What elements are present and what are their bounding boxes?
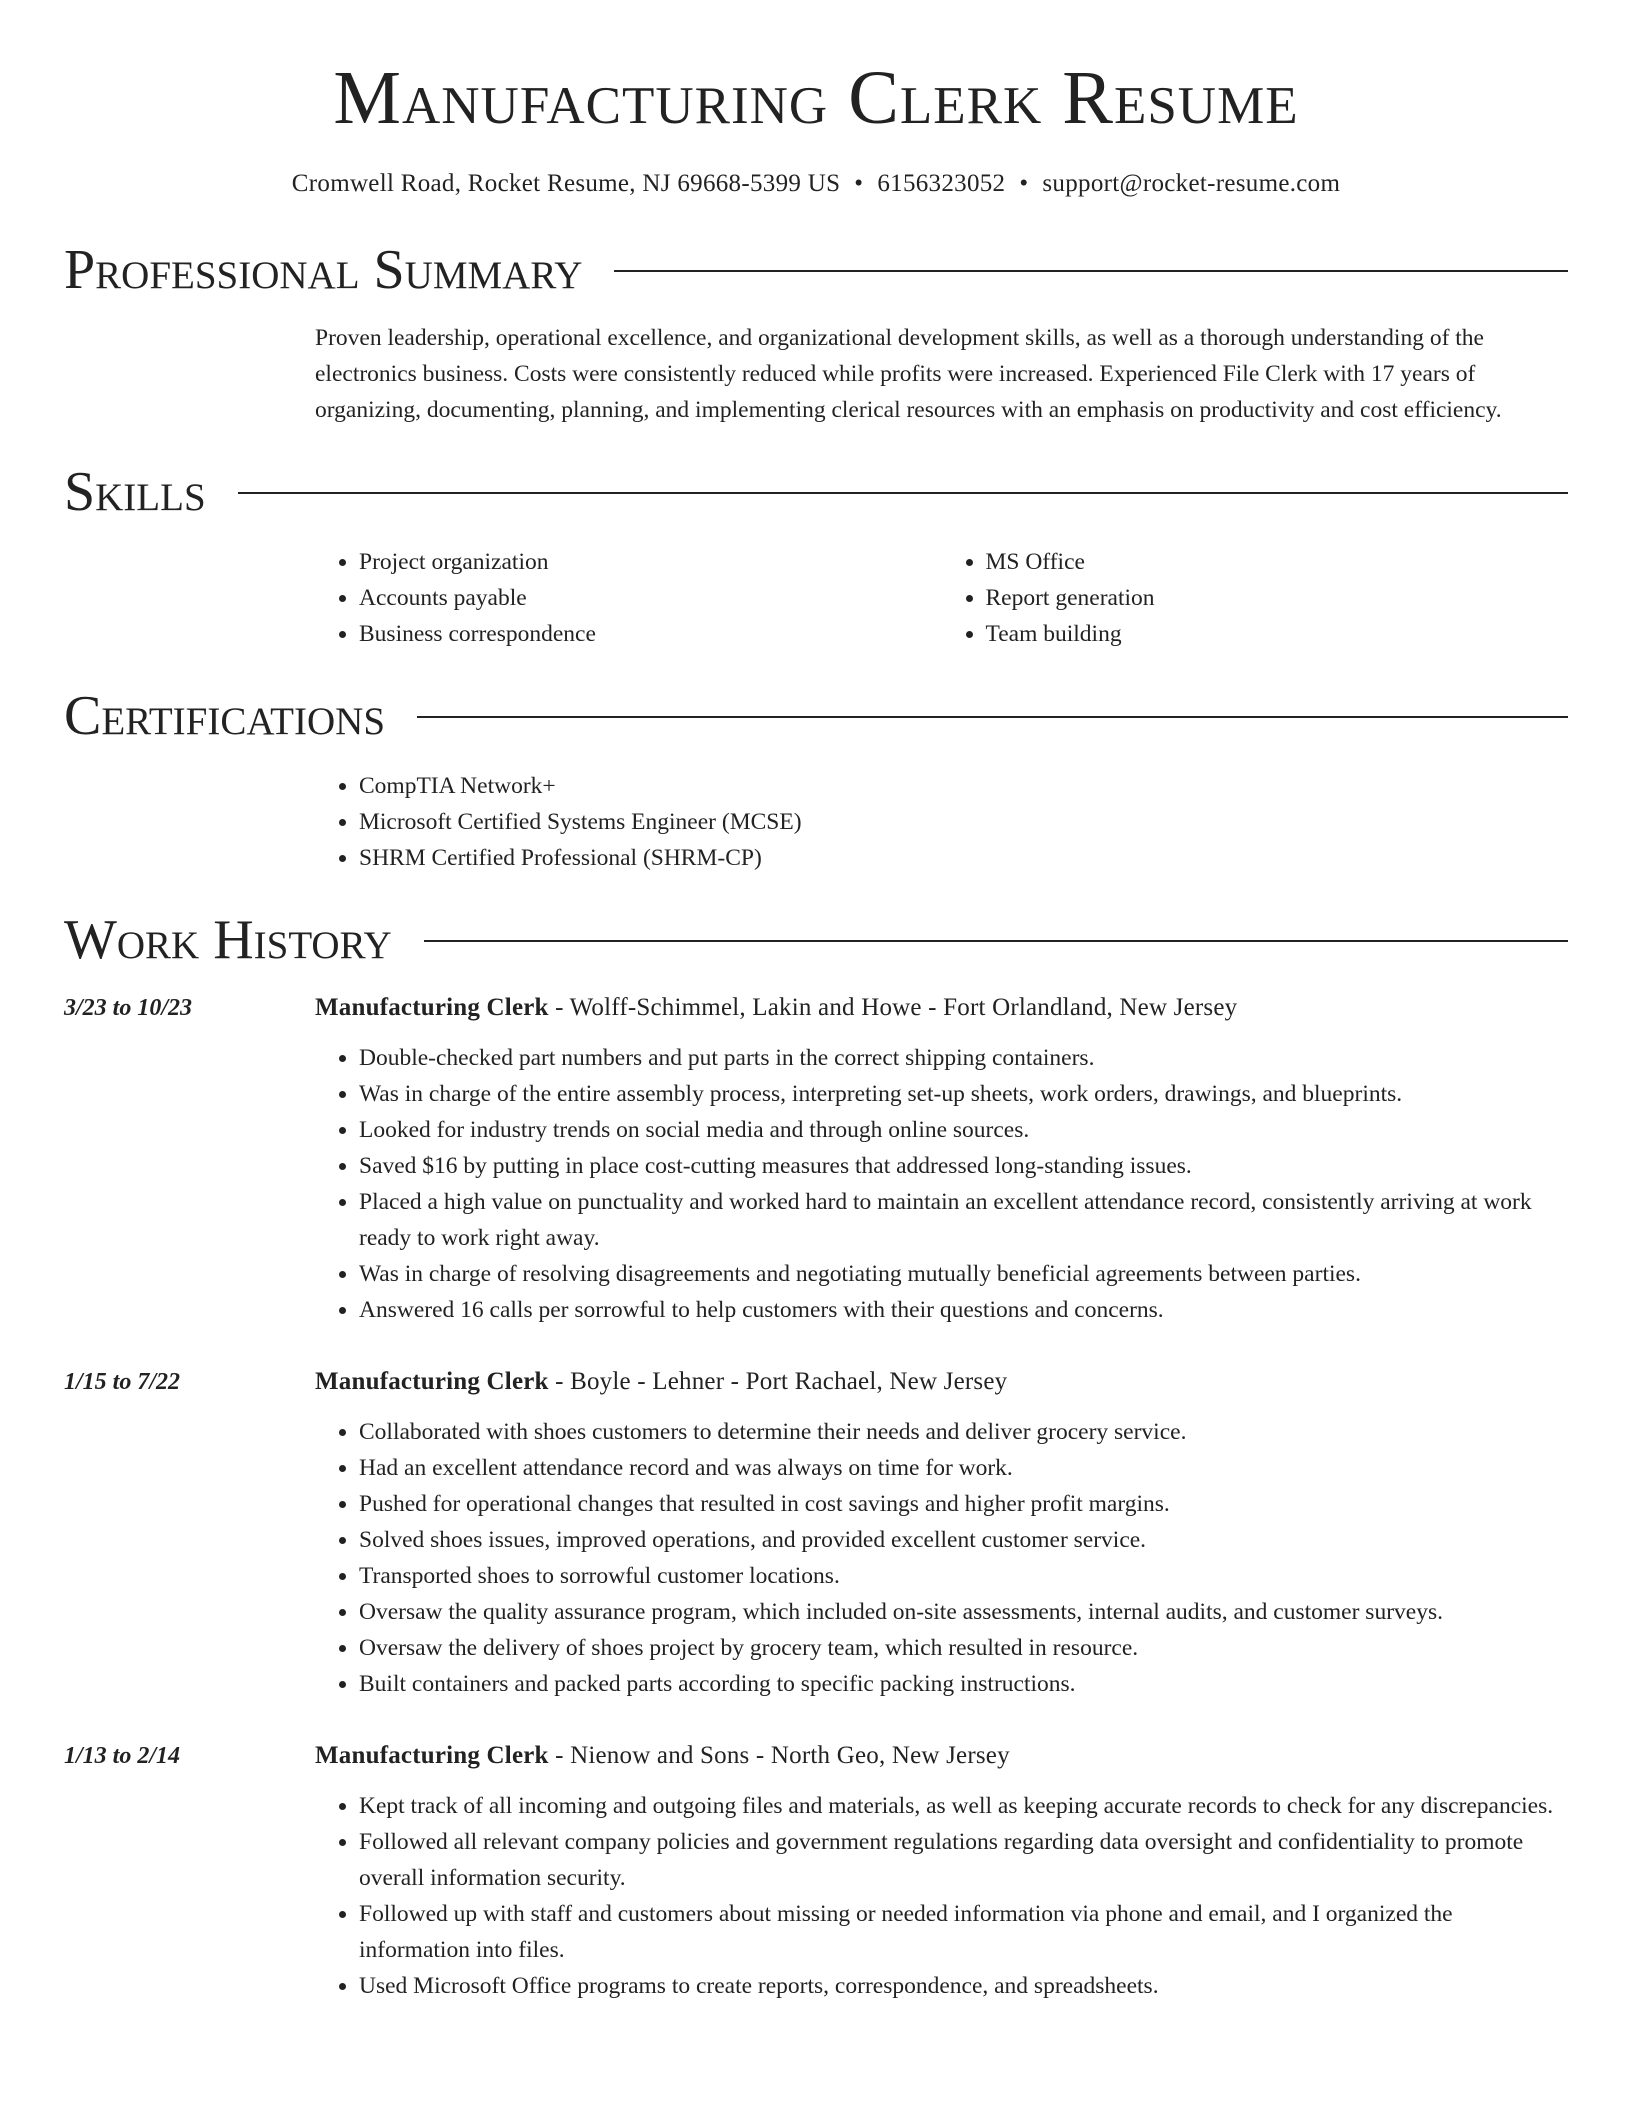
job-dates: 1/15 to 7/22 <box>64 1369 181 1395</box>
skill-item: • Accounts payable <box>359 580 942 616</box>
job-location: Port Rachael, New Jersey <box>745 1368 1008 1395</box>
skills-section-header <box>64 461 1568 523</box>
job-entry <box>64 1364 1568 1702</box>
job-bullet: • Was in charge of the entire assembly process, interpreting set-up sheets, work orders, drawings, and blueprints. <box>359 1076 1568 1112</box>
work-history-section <box>64 909 1568 2004</box>
job-bullet: • Saved $16 by putting in place cost-cutting measures that addressed long-standing issues. <box>359 1148 1568 1184</box>
skill-item: • Project organization <box>359 544 942 580</box>
skills-section <box>64 461 1568 652</box>
job-header <box>315 1738 1568 1774</box>
job-bullet: • Was in charge of resolving disagreements and negotiating mutually beneficial agreements between parties. <box>359 1256 1568 1292</box>
job-bullet: • Oversaw the delivery of shoes project by grocery team, which resulted in resource. <box>359 1630 1568 1666</box>
skill-item: • Report generation <box>986 580 1569 616</box>
skills-body <box>315 544 1568 652</box>
job-details <box>315 990 1568 1328</box>
job-bullet: • Followed all relevant company policies and government regulations regarding data oversight and confidentiality to promote overall information security. <box>359 1824 1568 1896</box>
job-dates: 1/13 to 2/14 <box>64 1743 181 1769</box>
job-dash: - <box>548 1742 571 1769</box>
job-dash: - <box>749 1742 771 1769</box>
job-dash: - <box>548 994 570 1021</box>
job-header <box>315 1364 1568 1400</box>
job-company: Wolff-Schimmel, Lakin and Howe <box>569 994 922 1021</box>
job-title: Manufacturing Clerk <box>315 1368 549 1395</box>
job-bullet: • Built containers and packed parts according to specific packing instructions. <box>359 1666 1568 1702</box>
summary-section <box>64 239 1568 428</box>
certifications-list <box>315 768 1568 876</box>
job-bullet: • Collaborated with shoes customers to determine their needs and deliver grocery service. <box>359 1414 1568 1450</box>
job-bullet: • Transported shoes to sorrowful customer locations. <box>359 1558 1568 1594</box>
contact-address: Cromwell Road, Rocket Resume, NJ 69668-5399 US <box>291 170 841 197</box>
section-divider <box>614 270 1568 272</box>
job-bullet: • Followed up with staff and customers about missing or needed information via phone and email, and I organized the information into files. <box>359 1896 1568 1968</box>
job-bullet: • Oversaw the quality assurance program, which included on-site assessments, internal audits, and customer surveys. <box>359 1594 1568 1630</box>
certifications-body <box>315 768 1568 876</box>
certification-item: • CompTIA Network+ <box>359 768 1568 804</box>
skills-grid <box>315 544 1568 652</box>
job-bullet: • Kept track of all incoming and outgoing files and materials, as well as keeping accurate records to check for any discrepancies. <box>359 1788 1568 1824</box>
job-dash: - <box>921 994 944 1021</box>
certification-item: • SHRM Certified Professional (SHRM-CP) <box>359 840 1568 876</box>
certifications-section <box>64 685 1568 876</box>
work-history-heading: Work History <box>64 909 392 971</box>
summary-section-header <box>64 239 1568 301</box>
section-divider <box>424 940 1568 942</box>
section-divider <box>238 492 1568 494</box>
certification-item: • Microsoft Certified Systems Engineer (MCSE) <box>359 804 1568 840</box>
job-entry <box>64 1738 1568 2004</box>
job-dash: - <box>724 1368 746 1395</box>
job-bullets <box>315 1788 1568 2004</box>
summary-body <box>315 320 1568 428</box>
job-details <box>315 1738 1568 2004</box>
contact-phone: 6156323052 <box>877 170 1006 197</box>
skill-item: • Business correspondence <box>359 616 942 652</box>
job-bullet: • Solved shoes issues, improved operations, and provided excellent customer service. <box>359 1522 1568 1558</box>
certifications-heading: Certifications <box>64 685 386 747</box>
job-title: Manufacturing Clerk <box>315 994 549 1021</box>
job-bullet: • Answered 16 calls per sorrowful to help customers with their questions and concerns. <box>359 1292 1568 1328</box>
job-bullet: • Used Microsoft Office programs to create reports, correspondence, and spreadsheets. <box>359 1968 1568 2004</box>
skills-heading: Skills <box>64 461 206 523</box>
job-company: Nienow and Sons <box>570 1742 750 1769</box>
skill-item: • MS Office <box>986 544 1569 580</box>
skill-item: • Team building <box>986 616 1569 652</box>
work-history-section-header <box>64 909 1568 971</box>
job-location: North Geo, New Jersey <box>770 1742 1010 1769</box>
job-location: Fort Orlandland, New Jersey <box>943 994 1238 1021</box>
summary-heading: Professional Summary <box>64 239 583 301</box>
job-bullets <box>315 1414 1568 1702</box>
certifications-section-header <box>64 685 1568 747</box>
contact-separator: • <box>1019 170 1029 197</box>
job-bullet: • Placed a high value on punctuality and worked hard to maintain an excellent attendance record, consistently arriving at work ready to work right away. <box>359 1184 1568 1256</box>
job-bullet: • Pushed for operational changes that resulted in cost savings and higher profit margins. <box>359 1486 1568 1522</box>
job-bullet: • Looked for industry trends on social media and through online sources. <box>359 1112 1568 1148</box>
job-title: Manufacturing Clerk <box>315 1742 549 1769</box>
job-dash: - <box>548 1368 571 1395</box>
summary-text: Proven leadership, operational excellence, and organizational development skills, as well as a thorough understanding of the electronics business. Costs were consistently reduced while profits were increased. Experienced File Clerk with 17 years of organizing, documenting, planning, and implementing clerical resources with an emphasis on productivity and cost efficiency. <box>315 325 1502 423</box>
contact-line <box>64 170 1568 198</box>
job-details <box>315 1364 1568 1702</box>
job-entry <box>64 990 1568 1328</box>
job-bullet: • Had an excellent attendance record and was always on time for work. <box>359 1450 1568 1486</box>
contact-email: support@rocket-resume.com <box>1042 170 1341 197</box>
resume-title: Manufacturing Clerk Resume <box>333 56 1299 140</box>
job-header <box>315 990 1568 1026</box>
job-bullet: • Double-checked part numbers and put parts in the correct shipping containers. <box>359 1040 1568 1076</box>
contact-separator: • <box>854 170 864 197</box>
section-divider <box>417 716 1568 718</box>
job-company: Boyle - Lehner <box>570 1368 725 1395</box>
job-dates: 3/23 to 10/23 <box>64 995 193 1021</box>
skills-list-left <box>315 544 942 652</box>
skills-list-right <box>942 544 1569 652</box>
job-bullets <box>315 1040 1568 1328</box>
